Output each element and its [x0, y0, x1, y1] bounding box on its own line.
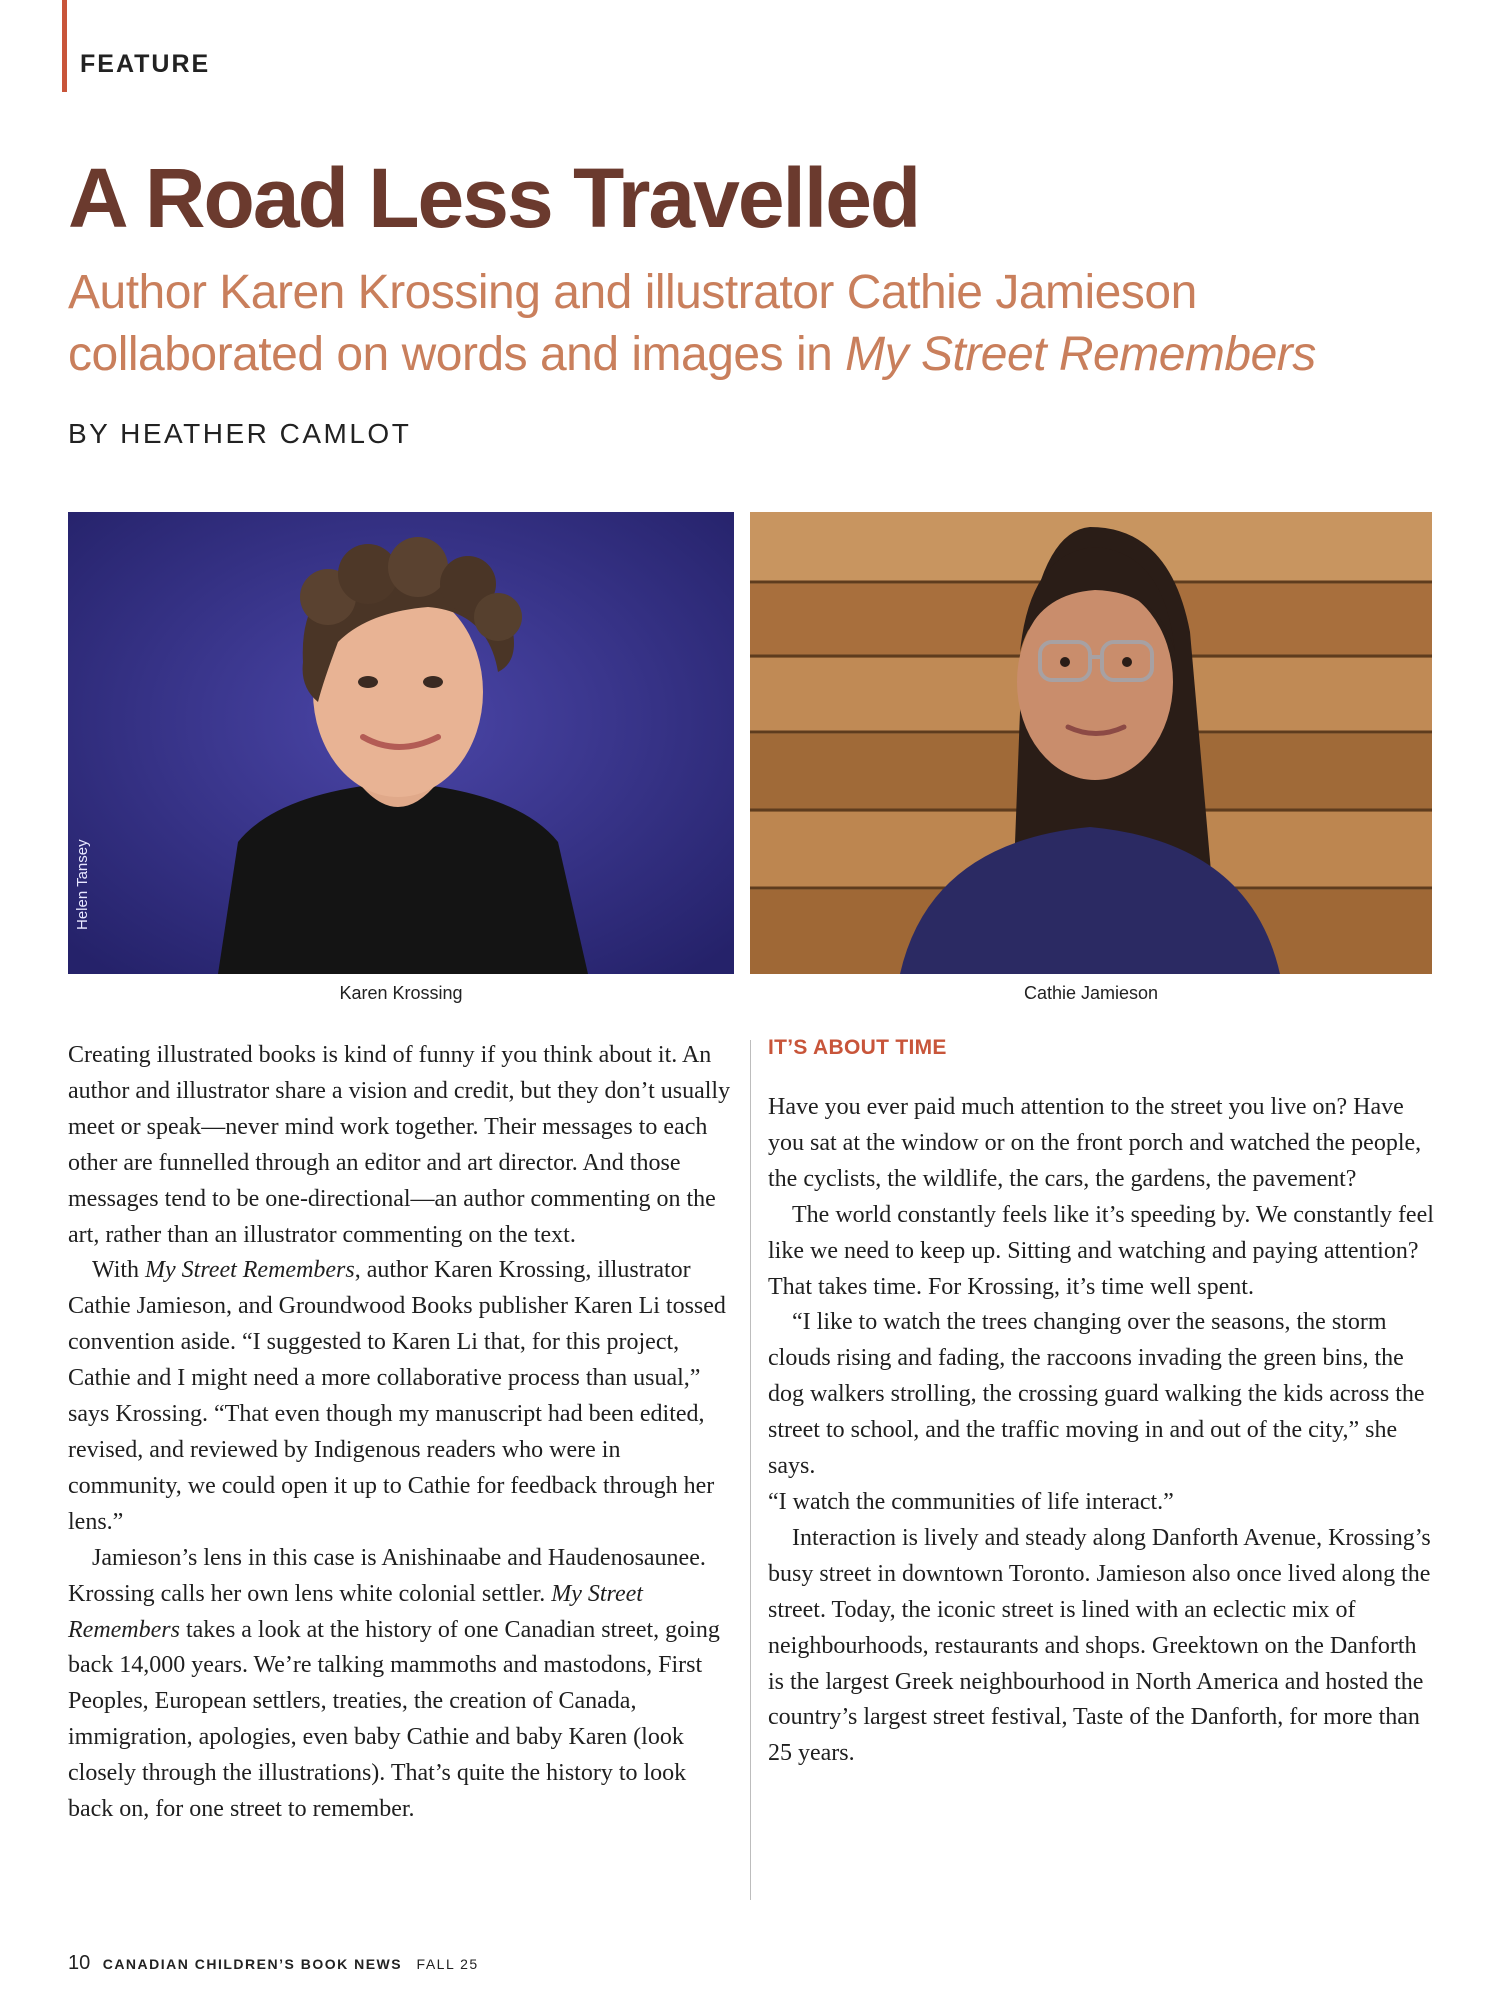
section-kicker: FEATURE: [80, 50, 211, 78]
photo-caption-right: Cathie Jamieson: [1023, 983, 1159, 1003]
book-title: My Street Remembers: [145, 1257, 355, 1284]
paragraph-text: , author Karen Krossing, illustrator Cathie Jamieson, and Groundwood Books publisher Karen Li tossed convention aside. “I suggested to Karen Li that, for this project, Cathie and I might need a more collaborative process than usual,” says Krossing. “That even though my manuscript had been edited, revised, and reviewed by Indigenous readers who were in community, we could open it up to Cathie for feedback through her lens.”: [68, 1257, 726, 1535]
paragraph-text: takes a look at the history of one Canadian street, going back 14,000 years. We’re talking mammoths and mastodons, First Peoples, European settlers, treaties, the creation of Canada, immigration, apologies, even baby Cathie and baby Karen (look closely through the illustrations). That’s quite the history to look back on, for one street to remember.: [68, 1616, 720, 1823]
column-divider: [750, 1040, 751, 1900]
book-title: My Street Remembers: [68, 1580, 643, 1643]
byline: BY HEATHER CAMLOT: [68, 418, 412, 449]
article-title: A Road Less Travelled: [68, 151, 920, 245]
portrait-illustration-right: [750, 512, 1432, 974]
paragraph: “I like to watch the trees changing over the seasons, the storm clouds rising and fading, the raccoons invading the green bins, the dog walkers strolling, the crossing guard walking the kids across the street to school, and the traffic moving in and out of the city,” she says.: [768, 1309, 1425, 1480]
paragraph: Have you ever paid much attention to the street you live on? Have you sat at the window or on the front porch and watched the people, the cyclists, the wildlife, the cars, the gardens, the pavement?: [768, 1094, 1422, 1192]
photo-credit: Helen Tansey: [74, 839, 91, 930]
paragraph: [68, 1253, 736, 1540]
article-subtitle: [68, 262, 1428, 386]
page-number: 10: [68, 1952, 91, 1974]
paragraph-text: Jamieson’s lens in this case is Anishinaabe and Haudenosaunee. Krossing calls her own lens white colonial settler.: [68, 1544, 706, 1607]
photo-karen-krossing: [68, 512, 734, 974]
photo-cathie-jamieson: [750, 512, 1432, 974]
kicker-bar: [62, 0, 67, 92]
photo-caption-left: Karen Krossing: [339, 983, 463, 1003]
body-column-left: [68, 1038, 736, 1828]
paragraph-text: With: [92, 1257, 146, 1284]
paragraph: [68, 1541, 736, 1828]
subtitle-text: Author Karen Krossing and illustrator Cathie Jamieson collaborated on words and images in: [68, 266, 1197, 381]
issue-label: FALL 25: [416, 1956, 479, 1972]
paragraph: Creating illustrated books is kind of funny if you think about it. An author and illustrator share a vision and credit, but they don’t usually meet or speak—never mind work together. Their messages to each other are funnelled through an editor and art director. And those messages tend to be one-directional—an author commenting on the art, rather than an illustrator commenting on the text.: [68, 1042, 731, 1248]
portrait-illustration-left: [68, 512, 734, 974]
paragraph: The world constantly feels like it’s speeding by. We constantly feel like we need to keep up. Sitting and watching and paying attention? That takes time. For Krossing, it’s time well spent.: [768, 1201, 1434, 1300]
paragraph: “I watch the communities of life interact.”: [768, 1488, 1174, 1515]
section-heading: IT’S ABOUT TIME: [768, 1036, 947, 1059]
publication-name: CANADIAN CHILDREN’S BOOK NEWS: [102, 1956, 403, 1972]
page-footer: [68, 1952, 479, 1975]
body-column-right: [768, 1090, 1436, 1772]
paragraph: Interaction is lively and steady along Danforth Avenue, Krossing’s busy street in downtown Toronto. Jamieson also once lived along the street. Today, the iconic street is lined with an eclectic mix of neighbourhoods, restaurants and shops. Greektown on the Danforth is the largest Greek neighbourhood in North America and hosted the country’s largest street festival, Taste of the Danforth, for more than 25 years.: [768, 1524, 1431, 1767]
subtitle-book-title: My Street Remembers: [845, 328, 1316, 381]
